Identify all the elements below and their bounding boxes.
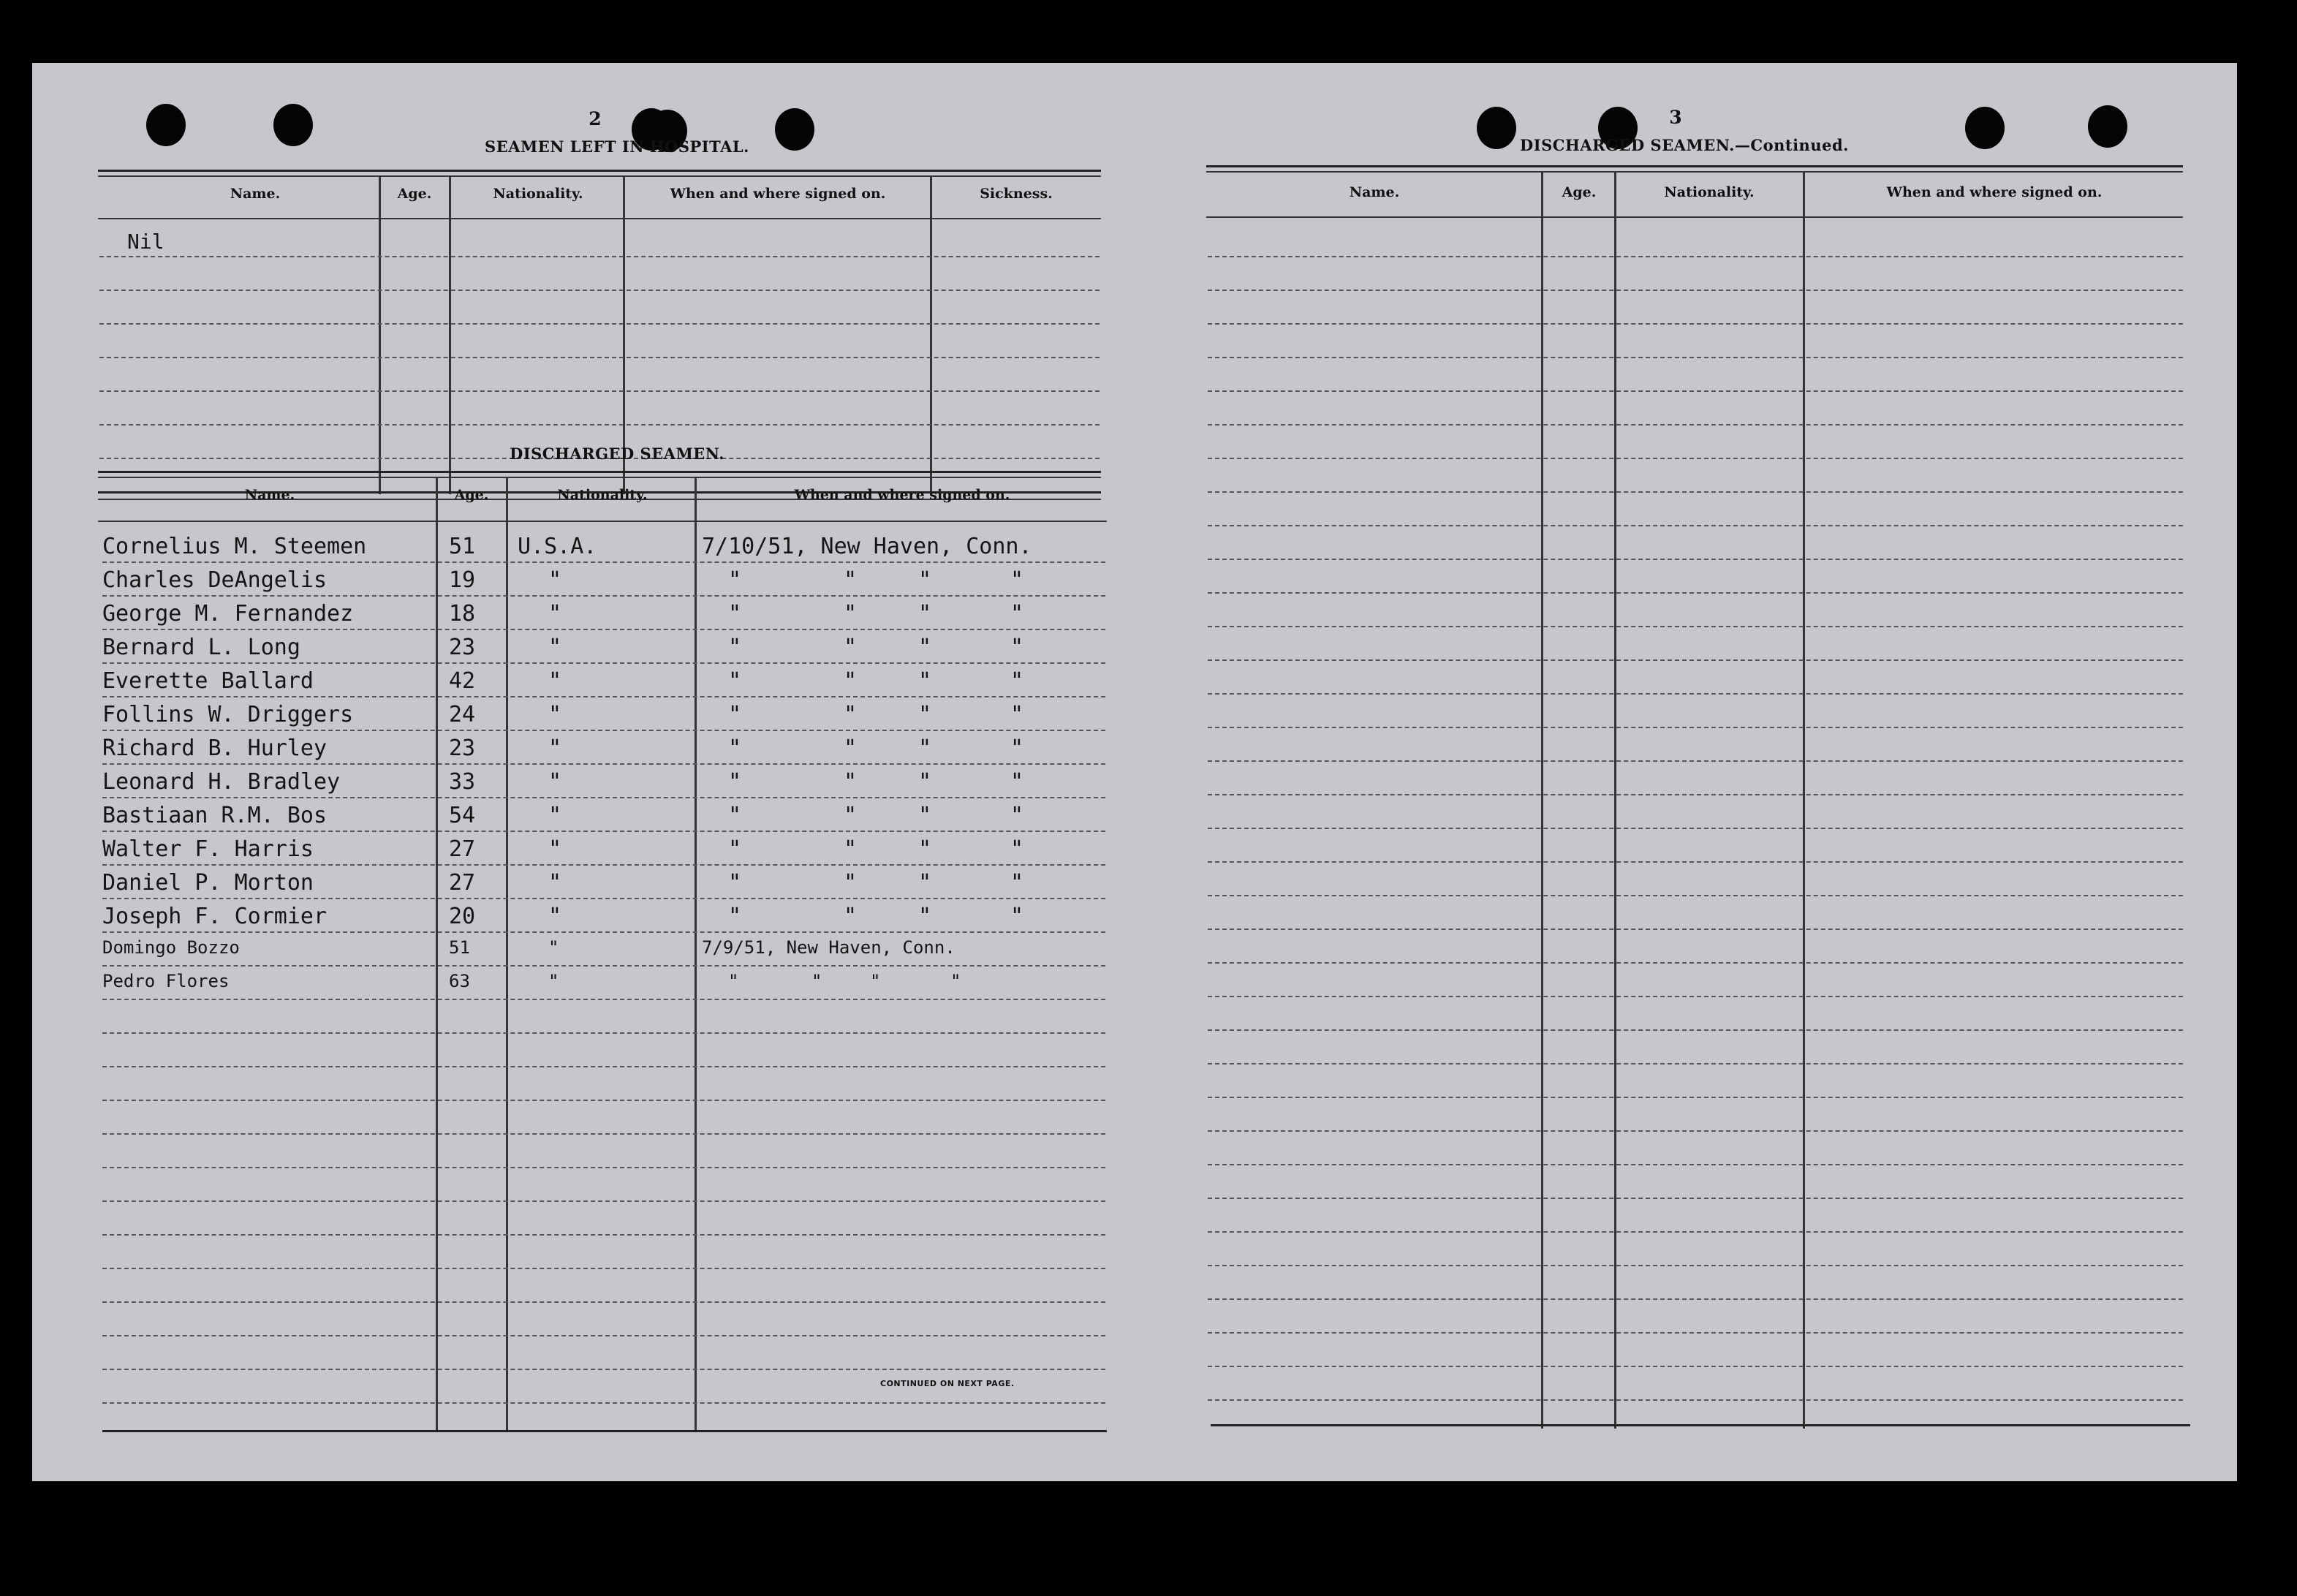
ruled-line xyxy=(102,864,1105,866)
seaman-nationality: " xyxy=(548,971,559,991)
seaman-name: Follins W. Driggers xyxy=(102,702,354,727)
ruled-line xyxy=(102,595,1105,597)
seaman-signed-on: 7/10/51, New Haven, Conn. xyxy=(702,534,1032,559)
seaman-signed-on: " xyxy=(1010,904,1024,929)
seaman-signed-on: " xyxy=(918,735,932,761)
ruled-line xyxy=(1208,962,2183,964)
page-number: 2 xyxy=(589,108,602,129)
seaman-signed-on: " xyxy=(1010,567,1024,593)
right-header-nationality: Nationality. xyxy=(1664,184,1755,200)
seaman-name: Walter F. Harris xyxy=(102,836,314,862)
ruled-line xyxy=(102,931,1105,933)
ruled-line xyxy=(102,629,1105,630)
seaman-name: Richard B. Hurley xyxy=(102,735,328,761)
punch-hole xyxy=(1965,107,2005,149)
seaman-name: Bernard L. Long xyxy=(102,635,300,660)
ruled-line xyxy=(99,256,1100,257)
seaman-signed-on: " xyxy=(728,769,742,795)
rule xyxy=(98,477,1101,478)
discharged-section-title: DISCHARGED SEAMEN. xyxy=(510,445,724,463)
ruled-line xyxy=(102,831,1105,832)
seaman-age: 42 xyxy=(449,668,476,694)
seaman-signed-on: " xyxy=(1010,702,1024,727)
ruled-line xyxy=(1208,1164,2183,1165)
column-divider xyxy=(1803,173,1805,1429)
column-divider xyxy=(930,177,932,494)
ruled-line xyxy=(99,290,1100,291)
rule xyxy=(102,1430,1107,1432)
seaman-signed-on: " xyxy=(844,769,858,795)
ruled-line xyxy=(1208,256,2183,257)
ruled-line xyxy=(102,1268,1105,1269)
ruled-line xyxy=(102,1402,1105,1404)
ruled-line xyxy=(102,797,1105,798)
seaman-nationality: " xyxy=(548,870,562,896)
ruled-line xyxy=(1208,1298,2183,1300)
ruled-line xyxy=(1208,491,2183,493)
ruled-line xyxy=(1208,929,2183,930)
seaman-age: 63 xyxy=(449,971,470,991)
discharged-header-age: Age. xyxy=(454,487,489,503)
right-header-signed-on: When and where signed on. xyxy=(1886,184,2103,200)
seaman-signed-on: " xyxy=(1010,836,1024,862)
ruled-line xyxy=(99,357,1100,358)
seaman-signed-on: " xyxy=(1010,601,1024,627)
ruled-line xyxy=(1208,290,2183,291)
ruled-line xyxy=(102,1335,1105,1336)
ruled-line xyxy=(102,1133,1105,1135)
seaman-signed-on: " xyxy=(728,735,742,761)
seaman-name: Leonard H. Bradley xyxy=(102,769,341,795)
seaman-nationality: " xyxy=(548,702,562,727)
seaman-signed-on: " xyxy=(844,601,858,627)
seaman-nationality: " xyxy=(548,668,562,694)
ruled-line xyxy=(1208,357,2183,358)
ruled-line xyxy=(102,763,1105,765)
ruled-line xyxy=(1208,760,2183,762)
ruled-line xyxy=(102,662,1105,664)
ruled-line xyxy=(1208,727,2183,728)
ruled-line xyxy=(1208,559,2183,560)
seaman-signed-on: " xyxy=(870,971,881,991)
seaman-name: Everette Ballard xyxy=(102,668,314,694)
seaman-age: 18 xyxy=(449,601,476,627)
seaman-nationality: " xyxy=(548,769,562,795)
ruled-line xyxy=(102,1100,1105,1101)
ruled-line xyxy=(102,1066,1105,1067)
ruled-line xyxy=(1208,323,2183,325)
ruled-line xyxy=(102,730,1105,731)
seaman-nationality: U.S.A. xyxy=(518,534,597,559)
seaman-signed-on: " xyxy=(918,836,932,862)
seaman-name: Joseph F. Cormier xyxy=(102,904,328,929)
ruled-line xyxy=(1208,592,2183,594)
document-sheet xyxy=(32,63,2237,1481)
seaman-nationality: " xyxy=(548,735,562,761)
seaman-age: 24 xyxy=(449,702,476,727)
seaman-signed-on: " xyxy=(1010,735,1024,761)
rule xyxy=(98,170,1101,172)
seaman-signed-on: " xyxy=(844,668,858,694)
seaman-signed-on: " xyxy=(844,904,858,929)
seaman-signed-on: " xyxy=(918,904,932,929)
seaman-age: 20 xyxy=(449,904,476,929)
punch-hole xyxy=(146,104,186,146)
seaman-name: Pedro Flores xyxy=(102,971,230,991)
ruled-line xyxy=(1208,996,2183,997)
seaman-signed-on: " xyxy=(918,870,932,896)
ruled-line xyxy=(1208,861,2183,863)
seaman-signed-on: " xyxy=(918,803,932,828)
seaman-name: Cornelius M. Steemen xyxy=(102,534,367,559)
seaman-signed-on: " xyxy=(728,870,742,896)
discharged-continued-title: DISCHARGED SEAMEN.—Continued. xyxy=(1520,136,1849,154)
seaman-signed-on: " xyxy=(950,971,961,991)
seaman-signed-on: " xyxy=(918,635,932,660)
seaman-name: George M. Fernandez xyxy=(102,601,354,627)
ruled-line xyxy=(1208,1265,2183,1266)
seaman-signed-on: " xyxy=(844,735,858,761)
seaman-age: 27 xyxy=(449,836,476,862)
ruled-line xyxy=(1208,895,2183,896)
ruled-line xyxy=(1208,424,2183,426)
ruled-line xyxy=(102,1032,1105,1034)
rule xyxy=(1206,165,2183,167)
hospital-section-title: SEAMEN LEFT IN HOSPITAL. xyxy=(485,137,749,156)
ruled-line xyxy=(1208,794,2183,795)
seaman-signed-on: " xyxy=(728,567,742,593)
ruled-line xyxy=(102,1234,1105,1236)
seaman-nationality: " xyxy=(548,635,562,660)
rule xyxy=(98,218,1101,219)
rule xyxy=(98,471,1101,473)
ruled-line xyxy=(102,898,1105,899)
ruled-line xyxy=(1208,1231,2183,1233)
rule xyxy=(1211,1424,2190,1426)
ruled-line xyxy=(1208,1063,2183,1064)
seaman-signed-on: " xyxy=(728,702,742,727)
hospital-header-nationality: Nationality. xyxy=(493,186,583,202)
seaman-signed-on: " xyxy=(728,904,742,929)
seaman-signed-on: " xyxy=(811,971,822,991)
seaman-signed-on: " xyxy=(1010,668,1024,694)
ruled-line xyxy=(102,1167,1105,1168)
ruled-line xyxy=(102,696,1105,697)
ruled-line xyxy=(1208,1399,2183,1401)
column-divider xyxy=(1614,173,1616,1429)
seaman-signed-on: 7/9/51, New Haven, Conn. xyxy=(702,937,955,958)
seaman-age: 27 xyxy=(449,870,476,896)
ruled-line xyxy=(1208,1332,2183,1334)
continued-note: CONTINUED ON NEXT PAGE. xyxy=(880,1379,1015,1388)
hospital-header-signed-on: When and where signed on. xyxy=(670,186,886,202)
rule xyxy=(1206,171,2183,173)
seaman-signed-on: " xyxy=(918,769,932,795)
seaman-name: Bastiaan R.M. Bos xyxy=(102,803,328,828)
seaman-signed-on: " xyxy=(728,668,742,694)
seaman-signed-on: " xyxy=(728,971,739,991)
seaman-nationality: " xyxy=(548,937,559,958)
ruled-line xyxy=(1208,1130,2183,1132)
seaman-signed-on: " xyxy=(1010,635,1024,660)
seaman-signed-on: " xyxy=(918,702,932,727)
ruled-line xyxy=(1208,828,2183,829)
ruled-line xyxy=(1208,693,2183,695)
ruled-line xyxy=(102,1200,1105,1202)
page-number: 3 xyxy=(1669,107,1682,128)
seaman-signed-on: " xyxy=(844,635,858,660)
seaman-signed-on: " xyxy=(1010,870,1024,896)
seaman-nationality: " xyxy=(548,803,562,828)
seaman-nationality: " xyxy=(548,904,562,929)
seaman-signed-on: " xyxy=(1010,769,1024,795)
column-divider xyxy=(436,478,438,1430)
ruled-line xyxy=(1208,458,2183,459)
ruled-line xyxy=(1208,659,2183,661)
seaman-signed-on: " xyxy=(1010,803,1024,828)
right-header-age: Age. xyxy=(1562,184,1597,200)
hospital-header-name: Name. xyxy=(230,186,281,202)
seaman-age: 23 xyxy=(449,635,476,660)
seaman-age: 33 xyxy=(449,769,476,795)
rule xyxy=(1206,216,2183,218)
ruled-line xyxy=(1208,1366,2183,1367)
ruled-line xyxy=(102,561,1105,563)
seaman-age: 54 xyxy=(449,803,476,828)
seaman-signed-on: " xyxy=(844,567,858,593)
seaman-nationality: " xyxy=(548,601,562,627)
ruled-line xyxy=(1208,390,2183,392)
ruled-line xyxy=(102,999,1105,1000)
discharged-header-name: Name. xyxy=(244,487,295,503)
seaman-name: Charles DeAngelis xyxy=(102,567,328,593)
seaman-name: Domingo Bozzo xyxy=(102,937,240,958)
seaman-signed-on: " xyxy=(728,836,742,862)
hospital-header-sickness: Sickness. xyxy=(980,186,1053,202)
seaman-nationality: " xyxy=(548,836,562,862)
seaman-signed-on: " xyxy=(918,601,932,627)
punch-hole xyxy=(273,104,313,146)
ruled-line xyxy=(102,1301,1105,1303)
hospital-entry: Nil xyxy=(127,230,164,254)
ruled-line xyxy=(1208,1198,2183,1199)
seaman-age: 51 xyxy=(449,534,476,559)
seaman-signed-on: " xyxy=(844,870,858,896)
ruled-line xyxy=(102,1369,1105,1370)
column-divider xyxy=(379,177,381,494)
right-header-name: Name. xyxy=(1349,184,1400,200)
punch-hole xyxy=(2088,105,2127,148)
seaman-signed-on: " xyxy=(728,635,742,660)
seaman-age: 51 xyxy=(449,937,470,958)
ruled-line xyxy=(1208,525,2183,526)
ruled-line xyxy=(1208,1029,2183,1031)
seaman-signed-on: " xyxy=(728,803,742,828)
column-divider xyxy=(506,478,508,1430)
seaman-signed-on: " xyxy=(844,803,858,828)
seaman-name: Daniel P. Morton xyxy=(102,870,314,896)
rule xyxy=(98,521,1107,522)
ruled-line xyxy=(1208,626,2183,627)
ruled-line xyxy=(99,424,1100,426)
rule xyxy=(98,175,1101,177)
seaman-age: 19 xyxy=(449,567,476,593)
ruled-line xyxy=(102,965,1105,967)
hospital-header-age: Age. xyxy=(397,186,432,202)
seaman-signed-on: " xyxy=(728,601,742,627)
seaman-signed-on: " xyxy=(844,702,858,727)
discharged-header-signed-on: When and where signed on. xyxy=(794,487,1010,503)
ruled-line xyxy=(1208,1097,2183,1098)
column-divider xyxy=(1541,173,1543,1429)
seaman-age: 23 xyxy=(449,735,476,761)
column-divider xyxy=(695,478,697,1430)
seaman-signed-on: " xyxy=(918,668,932,694)
ruled-line xyxy=(99,323,1100,325)
seaman-signed-on: " xyxy=(918,567,932,593)
ruled-line xyxy=(99,390,1100,392)
discharged-header-nationality: Nationality. xyxy=(557,487,648,503)
seaman-signed-on: " xyxy=(844,836,858,862)
seaman-nationality: " xyxy=(548,567,562,593)
